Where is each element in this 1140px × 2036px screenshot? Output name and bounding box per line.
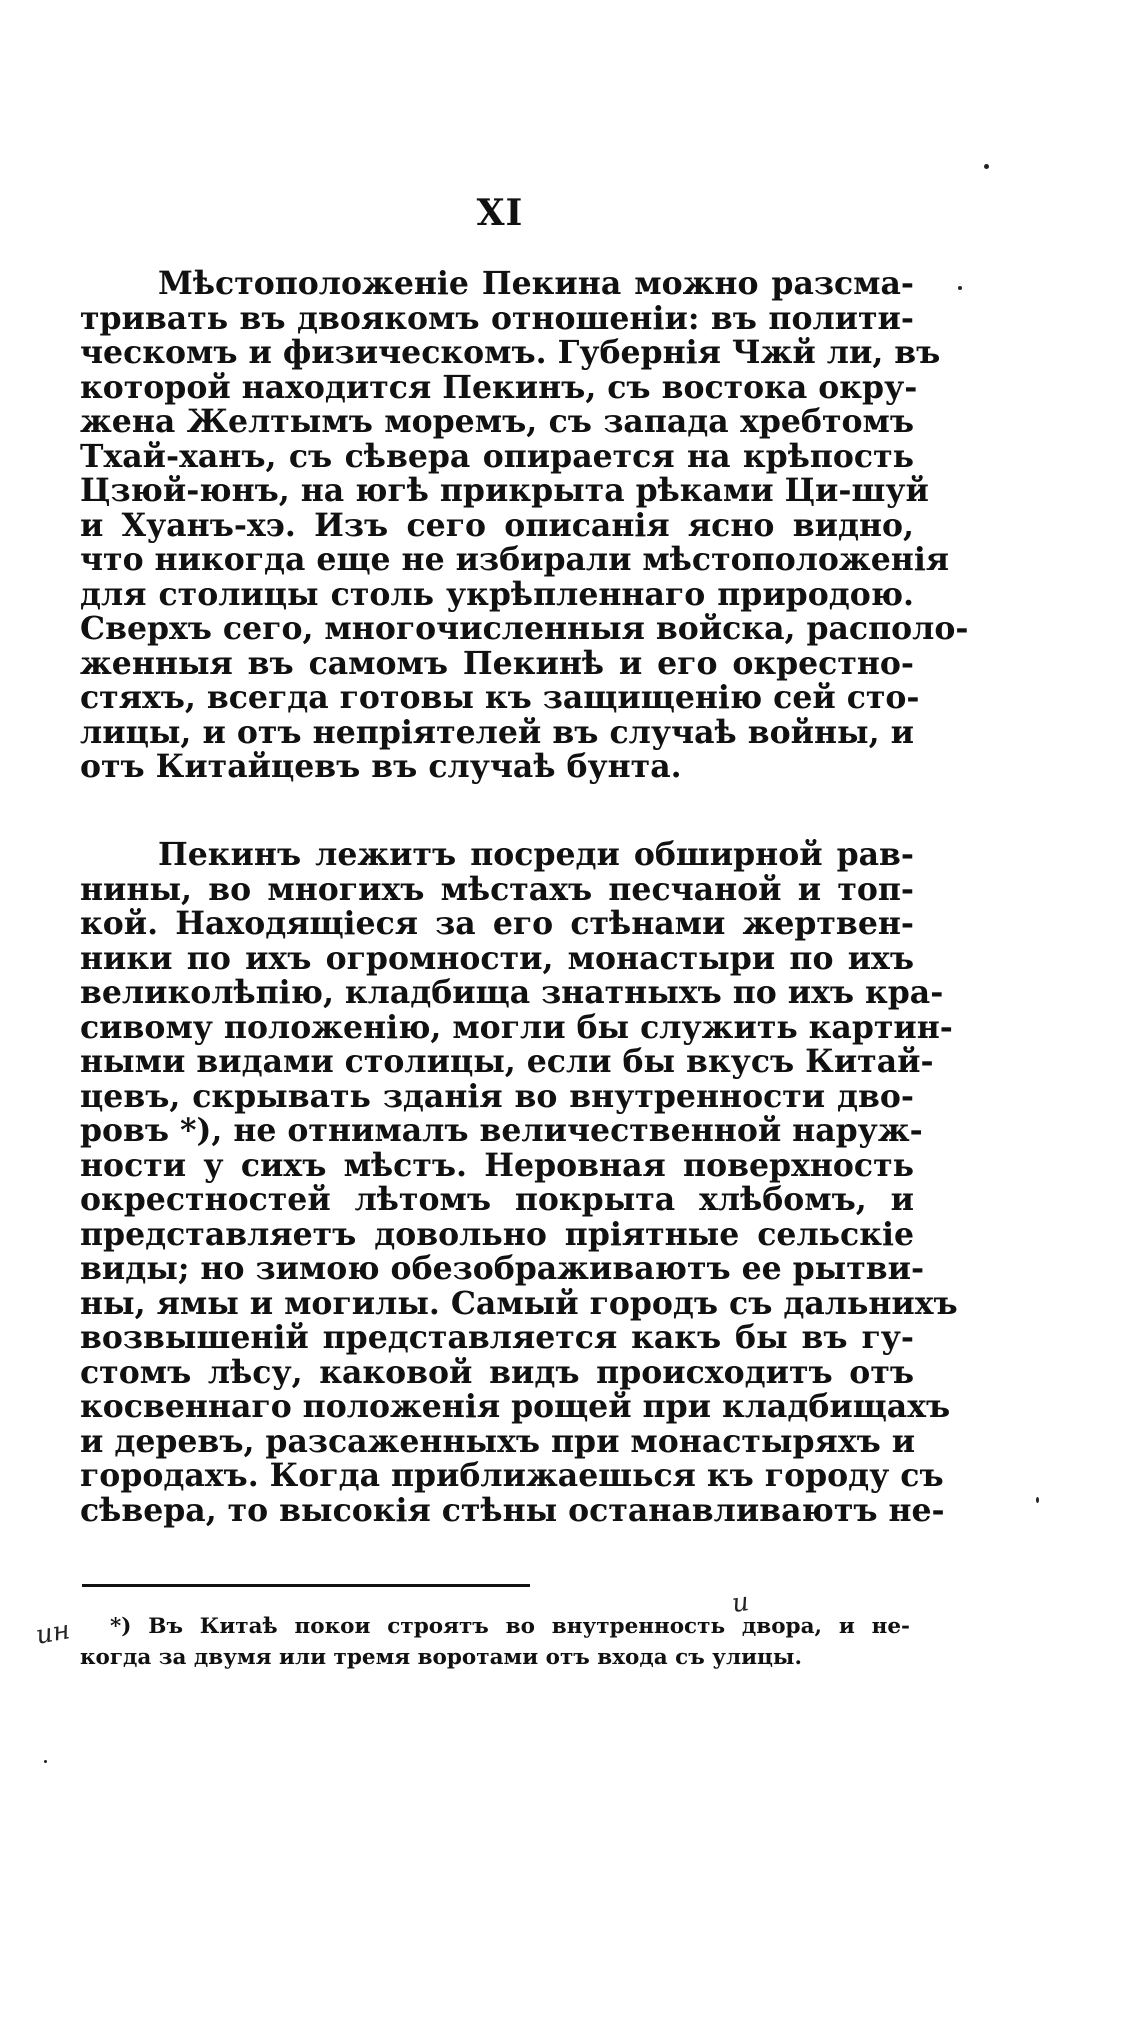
text-line: Тхай-ханъ, съ сѣвера опирается на крѣпость	[80, 437, 914, 475]
text-line: стомъ лѣсу, каковой видъ происходитъ отъ	[80, 1353, 914, 1391]
text-line: Сверхъ сего, многочисленныя войска, располо-	[80, 610, 969, 647]
text-line: ны, ямы и могилы. Самый городъ съ дальнихъ	[80, 1284, 958, 1322]
page-number: XI	[476, 192, 524, 234]
footnote-divider	[82, 1584, 530, 1587]
text-line: Пекинъ лежитъ посреди обширной рав-	[158, 836, 914, 873]
text-line: косвеннаго положенiя рощей при кладбищахъ	[80, 1388, 951, 1425]
text-line: и Хуанъ-хэ. Изъ сего описанiя ясно видно,	[80, 506, 914, 544]
text-line: жена Желтымъ моремъ, съ запада хребтомъ	[80, 403, 914, 440]
text-line: кой. Находящiеся за его стѣнами жертвен-	[80, 905, 914, 942]
footnote-line: *) Въ Китаѣ покои строятъ во внутренность двора, и не-	[110, 1614, 910, 1639]
ink-speck	[984, 164, 989, 169]
text-line: женныя въ самомъ Пекинѣ и его окрестно-	[80, 644, 914, 682]
text-line: лицы, и отъ непрiятелей въ случаѣ войны, и	[80, 713, 914, 751]
text-line: представляетъ довольно прiятные сельскiе	[80, 1215, 914, 1253]
text-line: ровъ *), не отнималъ величественной наруж-	[80, 1112, 923, 1149]
ink-speck	[44, 1760, 47, 1763]
ink-speck	[958, 286, 962, 290]
text-line: ности у сихъ мѣстъ. Неровная поверхность	[80, 1146, 914, 1184]
text-line: тривать въ двоякомъ отношенiи: въ полити-	[80, 299, 914, 337]
text-line: ческомъ и физическомъ. Губернiя Чжй ли, въ	[80, 334, 941, 371]
text-line: цевъ, скрывать зданiя во внутренности дво-	[80, 1077, 914, 1115]
paragraph-1	[80, 265, 969, 785]
text-line: сивому положенiю, могли бы служить картин-	[80, 1008, 953, 1046]
ink-speck	[1036, 1497, 1039, 1503]
text-line: сѣвера, то высокiя стѣны останавливаютъ не-	[80, 1491, 945, 1529]
text-line: для столицы столь укрѣпленнаго природою.	[80, 575, 914, 613]
text-line: нины, во многихъ мѣстахъ песчаной и топ-	[80, 870, 914, 908]
text-line: ными видами столицы, если бы вкусъ Китай-	[80, 1043, 934, 1080]
text-line: Цзюй-юнъ, на югѣ прикрыта рѣками Ци-шуй	[80, 472, 929, 509]
footnote-line: когда за двумя или тремя воротами отъ входа съ улицы.	[80, 1645, 802, 1670]
handwritten-annotation: ин	[33, 1615, 73, 1651]
text-line: что никогда еще не избирали мѣстоположенiя	[80, 541, 950, 578]
text-line: великолѣпiю, кладбища знатныхъ по ихъ кра-	[80, 974, 944, 1011]
footnote	[80, 1611, 910, 1673]
text-line: ники по ихъ огромности, монастыри по ихъ	[80, 939, 914, 977]
text-line: окрестностей лѣтомъ покрыта хлѣбомъ, и	[80, 1181, 914, 1218]
text-line: и деревъ, разсаженныхъ при монастыряхъ и	[80, 1422, 916, 1460]
text-line: Мѣстоположенie Пекина можно разсма-	[158, 265, 914, 302]
text-line: виды; но зимою обезображиваютъ ее рытви-	[80, 1250, 925, 1287]
text-line: отъ Китайцевъ въ случаѣ бунта.	[80, 748, 682, 785]
handwritten-annotation: и	[729, 1586, 751, 1620]
text-line: стяхъ, всегда готовы къ защищенiю сей сто-	[80, 679, 920, 716]
text-line: которой находится Пекинъ, съ востока окру-	[80, 368, 918, 406]
text-line: городахъ. Когда приближаешься къ городу съ	[80, 1457, 944, 1494]
text-line: возвышенiй представляется какъ бы въ гу-	[80, 1319, 914, 1356]
paragraph-2	[80, 836, 958, 1529]
